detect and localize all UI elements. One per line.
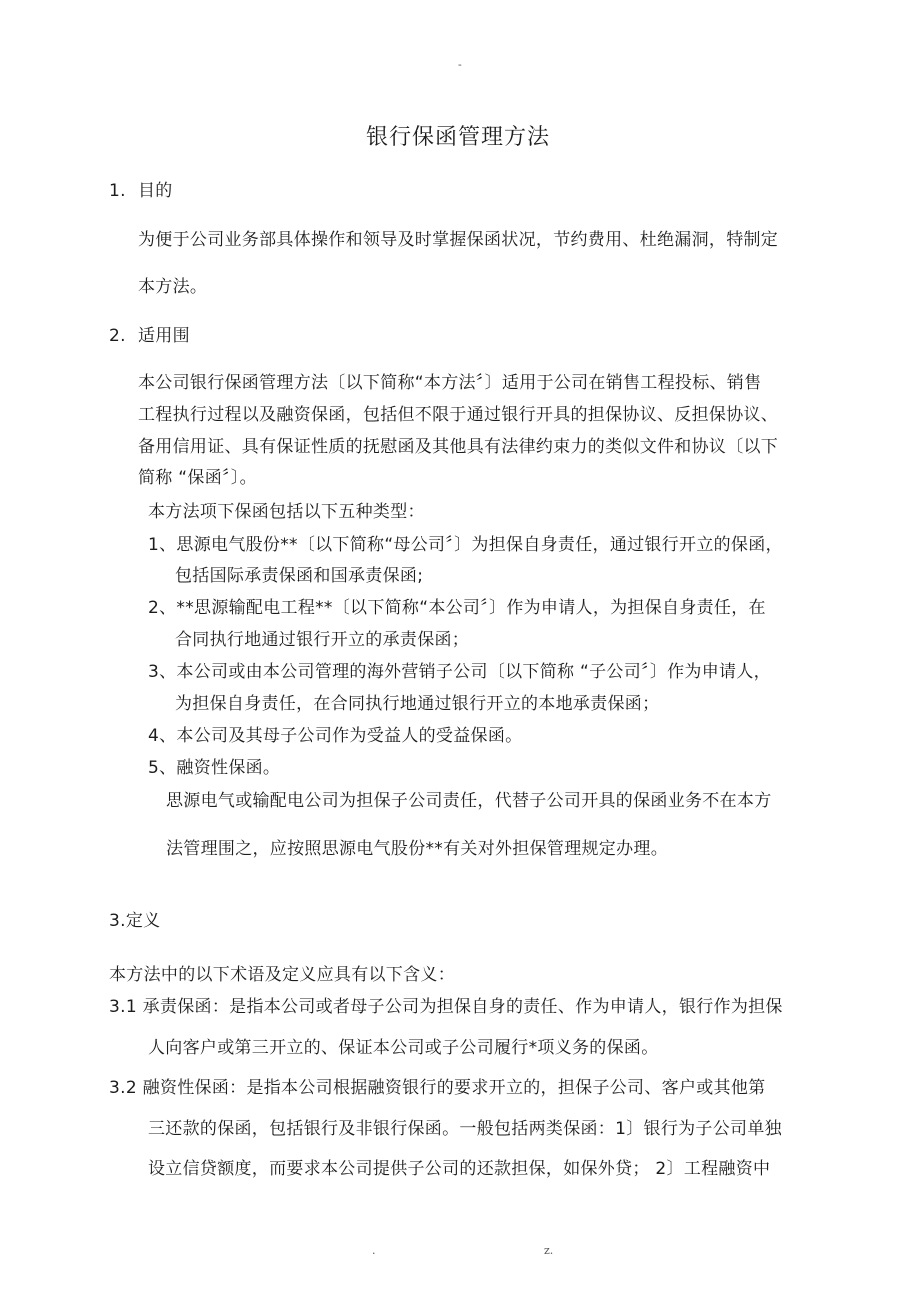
section-2-heading: 适用围 [138, 326, 190, 346]
section-1-heading: 目的 [138, 181, 173, 201]
type-item: 3、本公司或由本公司管理的海外营销子公司〔以下简称 “子公司〞〕作为申请人， [148, 662, 771, 682]
definition-line: 3.2 融资性保函：是指本公司根据融资银行的要求开立的，担保子公司、客户或其他第 [109, 1078, 766, 1098]
section-1-line: 为便于公司业务部具体操作和领导及时掌握保函状况，节约费用、杜绝漏洞，特制定 [138, 230, 779, 250]
section-1-line: 本方法。 [138, 277, 208, 297]
type-item: 2、**思源输配电工程**〔以下简称“本公司〞〕作为申请人，为担保自身责任，在 [148, 598, 766, 618]
type-item: 5、融资性保函。 [148, 758, 281, 778]
note-line: 思源电气或输配电公司为担保子公司责任，代替子公司开具的保函业务不在本方 [166, 791, 772, 811]
section-3-heading: 3.定义 [109, 911, 161, 931]
section-2-line: 本公司银行保函管理方法〔以下简称“本方法〞〕适用于公司在销售工程投标、销售 [138, 373, 762, 393]
definition-line: 设立信贷额度，而要求本公司提供子公司的还款担保，如保外贷； 2〕工程融资中 [148, 1159, 771, 1179]
section-2-line: 备用信用证、具有保证性质的抚慰函及其他具有法律约束力的类似文件和协议〔以下 [138, 437, 779, 457]
type-item-continuation: 为担保自身责任，在合同执行地通过银行开立的本地承责保函； [175, 694, 660, 714]
section-1-number: 1. [109, 181, 126, 201]
definition-line: 3.1 承责保函：是指本公司或者母子公司为担保自身的责任、作为申请人，银行作为担保 [109, 997, 783, 1017]
section-2-line: 简称 “保函〞〕。 [138, 468, 257, 488]
footer-right-mark: z. [544, 1244, 554, 1257]
document-title: 银行保函管理方法 [366, 125, 551, 150]
type-item: 4、本公司及其母子公司作为受益人的受益保函。 [148, 726, 523, 746]
footer-left-mark: . [372, 1244, 376, 1257]
note-line: 法管理围之，应按照思源电气股份**有关对外担保管理规定办理。 [166, 839, 668, 859]
type-item-continuation: 包括国际承责保函和国承责保函; [175, 566, 424, 586]
types-intro: 本方法项下保函包括以下五种类型： [148, 502, 425, 522]
definition-line: 三还款的保函，包括银行及非银行保函。一般包括两类保函：1〕银行为子公司单独 [148, 1119, 782, 1139]
definition-line: 人向客户或第三开立的、保证本公司或子公司履行*项义务的保函。 [148, 1038, 659, 1058]
type-item-continuation: 合同执行地通过银行开立的承责保函； [175, 630, 470, 650]
header-mark: - [458, 58, 462, 71]
section-2-number: 2. [109, 326, 126, 346]
type-item: 1、思源电气股份**〔以下简称“母公司〞〕为担保自身责任，通过银行开立的保函， [148, 535, 783, 555]
section-2-line: 工程执行过程以及融资保函，包括但不限于通过银行开具的担保协议、反担保协议、 [138, 405, 779, 425]
section-3-intro: 本方法中的以下术语及定义应具有以下含义： [109, 965, 455, 985]
